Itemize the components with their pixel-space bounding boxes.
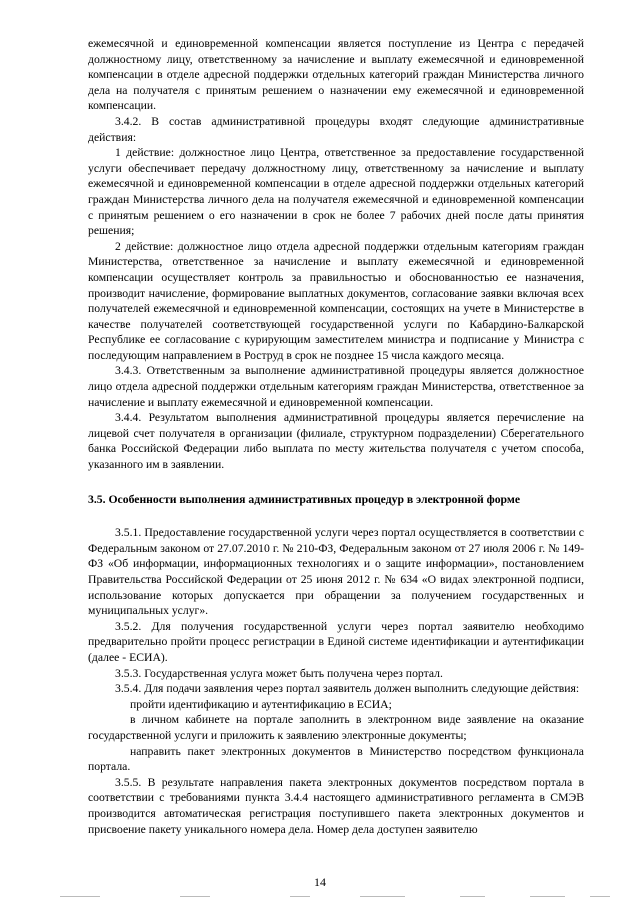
list-item: в личном кабинете на портале заполнить в электронном виде заявление на оказание государственной услуги и приложить к заявлению электронные документы; — [88, 713, 584, 742]
paragraph: 2 действие: должностное лицо отдела адресной поддержки отдельным категориям граждан Министерства, ответственное за начисление и выплату ежемесячной и единовременной компенсации осуществляет контроль за правильностью и обоснованностью ее назначения, производит начисление, формирование выплатных документов, согласование заявки включая всех получателей ежемесячной и единовременной компенсации, состоящих на учете в Министерстве в качестве получателей соответствующей государственной услуги по Кабардино-Балкарской Республике ее согласование с курирующим заместителем министра и подписание у Министра с последующим направлением в Роструд в срок не позднее 15 числа каждого месяца. — [88, 239, 584, 362]
section-heading: 3.5. Особенности выполнения административных процедур в электронной форме — [88, 492, 521, 506]
list-item: направить пакет электронных документов в Министерство посредством функционала портала. — [88, 744, 584, 774]
paragraph: 3.5.1. Предоставление государственной услуги через портал осуществляется в соответствии с Федеральным законом от 27.07.2010 г. № 210-ФЗ, Федеральным законом от 27 июля 2006 г. № 149-ФЗ «Об информации, информационных технологиях и о защите информации», постановлением Правительства Российской Федерации от 25 июня 2012 г. № 634 «О видах электронной подписи, использование которых допускается при обращении за получением государственных и муниципальных услуг». — [88, 526, 584, 618]
paragraph: ежемесячной и единовременной компенсации является поступление из Центра с передачей должностному лицу, ответственному за начисление и выплату ежемесячной и единовременной компенсации в отделе адресной поддержки отдельных категорий граждан Министерства личного дела на получателя с принятым решением о назначении ему ежемесячной и единовременной компенсации. — [88, 37, 584, 113]
scan-artifact-marks — [60, 893, 620, 901]
list-item: пройти идентификацию и аутентификацию в ЕСИА; — [130, 697, 392, 711]
paragraph: 3.4.3. Ответственным за выполнение административной процедуры является должностное лицо отдела адресной поддержки отдельным категориям граждан Министерства, ответственное за начисление и выплату ежемесячной и единовременной компенсации. — [88, 364, 584, 409]
document-body — [88, 36, 584, 837]
paragraph: 3.5.2. Для получения государственной услуги через портал заявителю необходимо предварительно пройти процесс регистрации в Единой системе идентификации и аутентификации (далее - ЕСИА). — [88, 619, 584, 664]
paragraph: 3.4.2. В состав административной процедуры входят следующие административные действия: — [88, 114, 584, 144]
paragraph: 3.4.4. Результатом выполнения административной процедуры является перечисление на лицевой счет получателя в организации (филиале, структурном подразделении) Сберегательного банка Российской Федерации либо выплата по месту жительства получателя с учетом способа, указанного им в заявлении. — [88, 411, 584, 472]
paragraph: 1 действие: должностное лицо Центра, ответственное за предоставление государственной услуги обеспечивает передачу должностному лицу, ответственному за начисление и выплату ежемесячной и единовременной компенсации в отделе адресной поддержки отдельных категорий граждан Министерства личного дела на получателя ежемесячной и единовременной компенсации с принятым решением о его назначении в срок не более 7 рабочих дней после даты принятия решения; — [88, 146, 584, 238]
paragraph: 3.5.4. Для подачи заявления через портал заявитель должен выполнить следующие действия: — [115, 682, 580, 696]
page-number: 14 — [314, 875, 326, 889]
paragraph: 3.5.5. В результате направления пакета электронных документов посредством портала в соответствии с требованиями пункта 3.4.4 настоящего административного регламента в СМЭВ производится автоматическая регистрация поступившего пакета электронных документов и присвоение пакету уникального номера дела. Номер дела доступен заявителю — [88, 775, 584, 836]
paragraph: 3.5.3. Государственная услуга может быть получена через портал. — [115, 666, 443, 680]
